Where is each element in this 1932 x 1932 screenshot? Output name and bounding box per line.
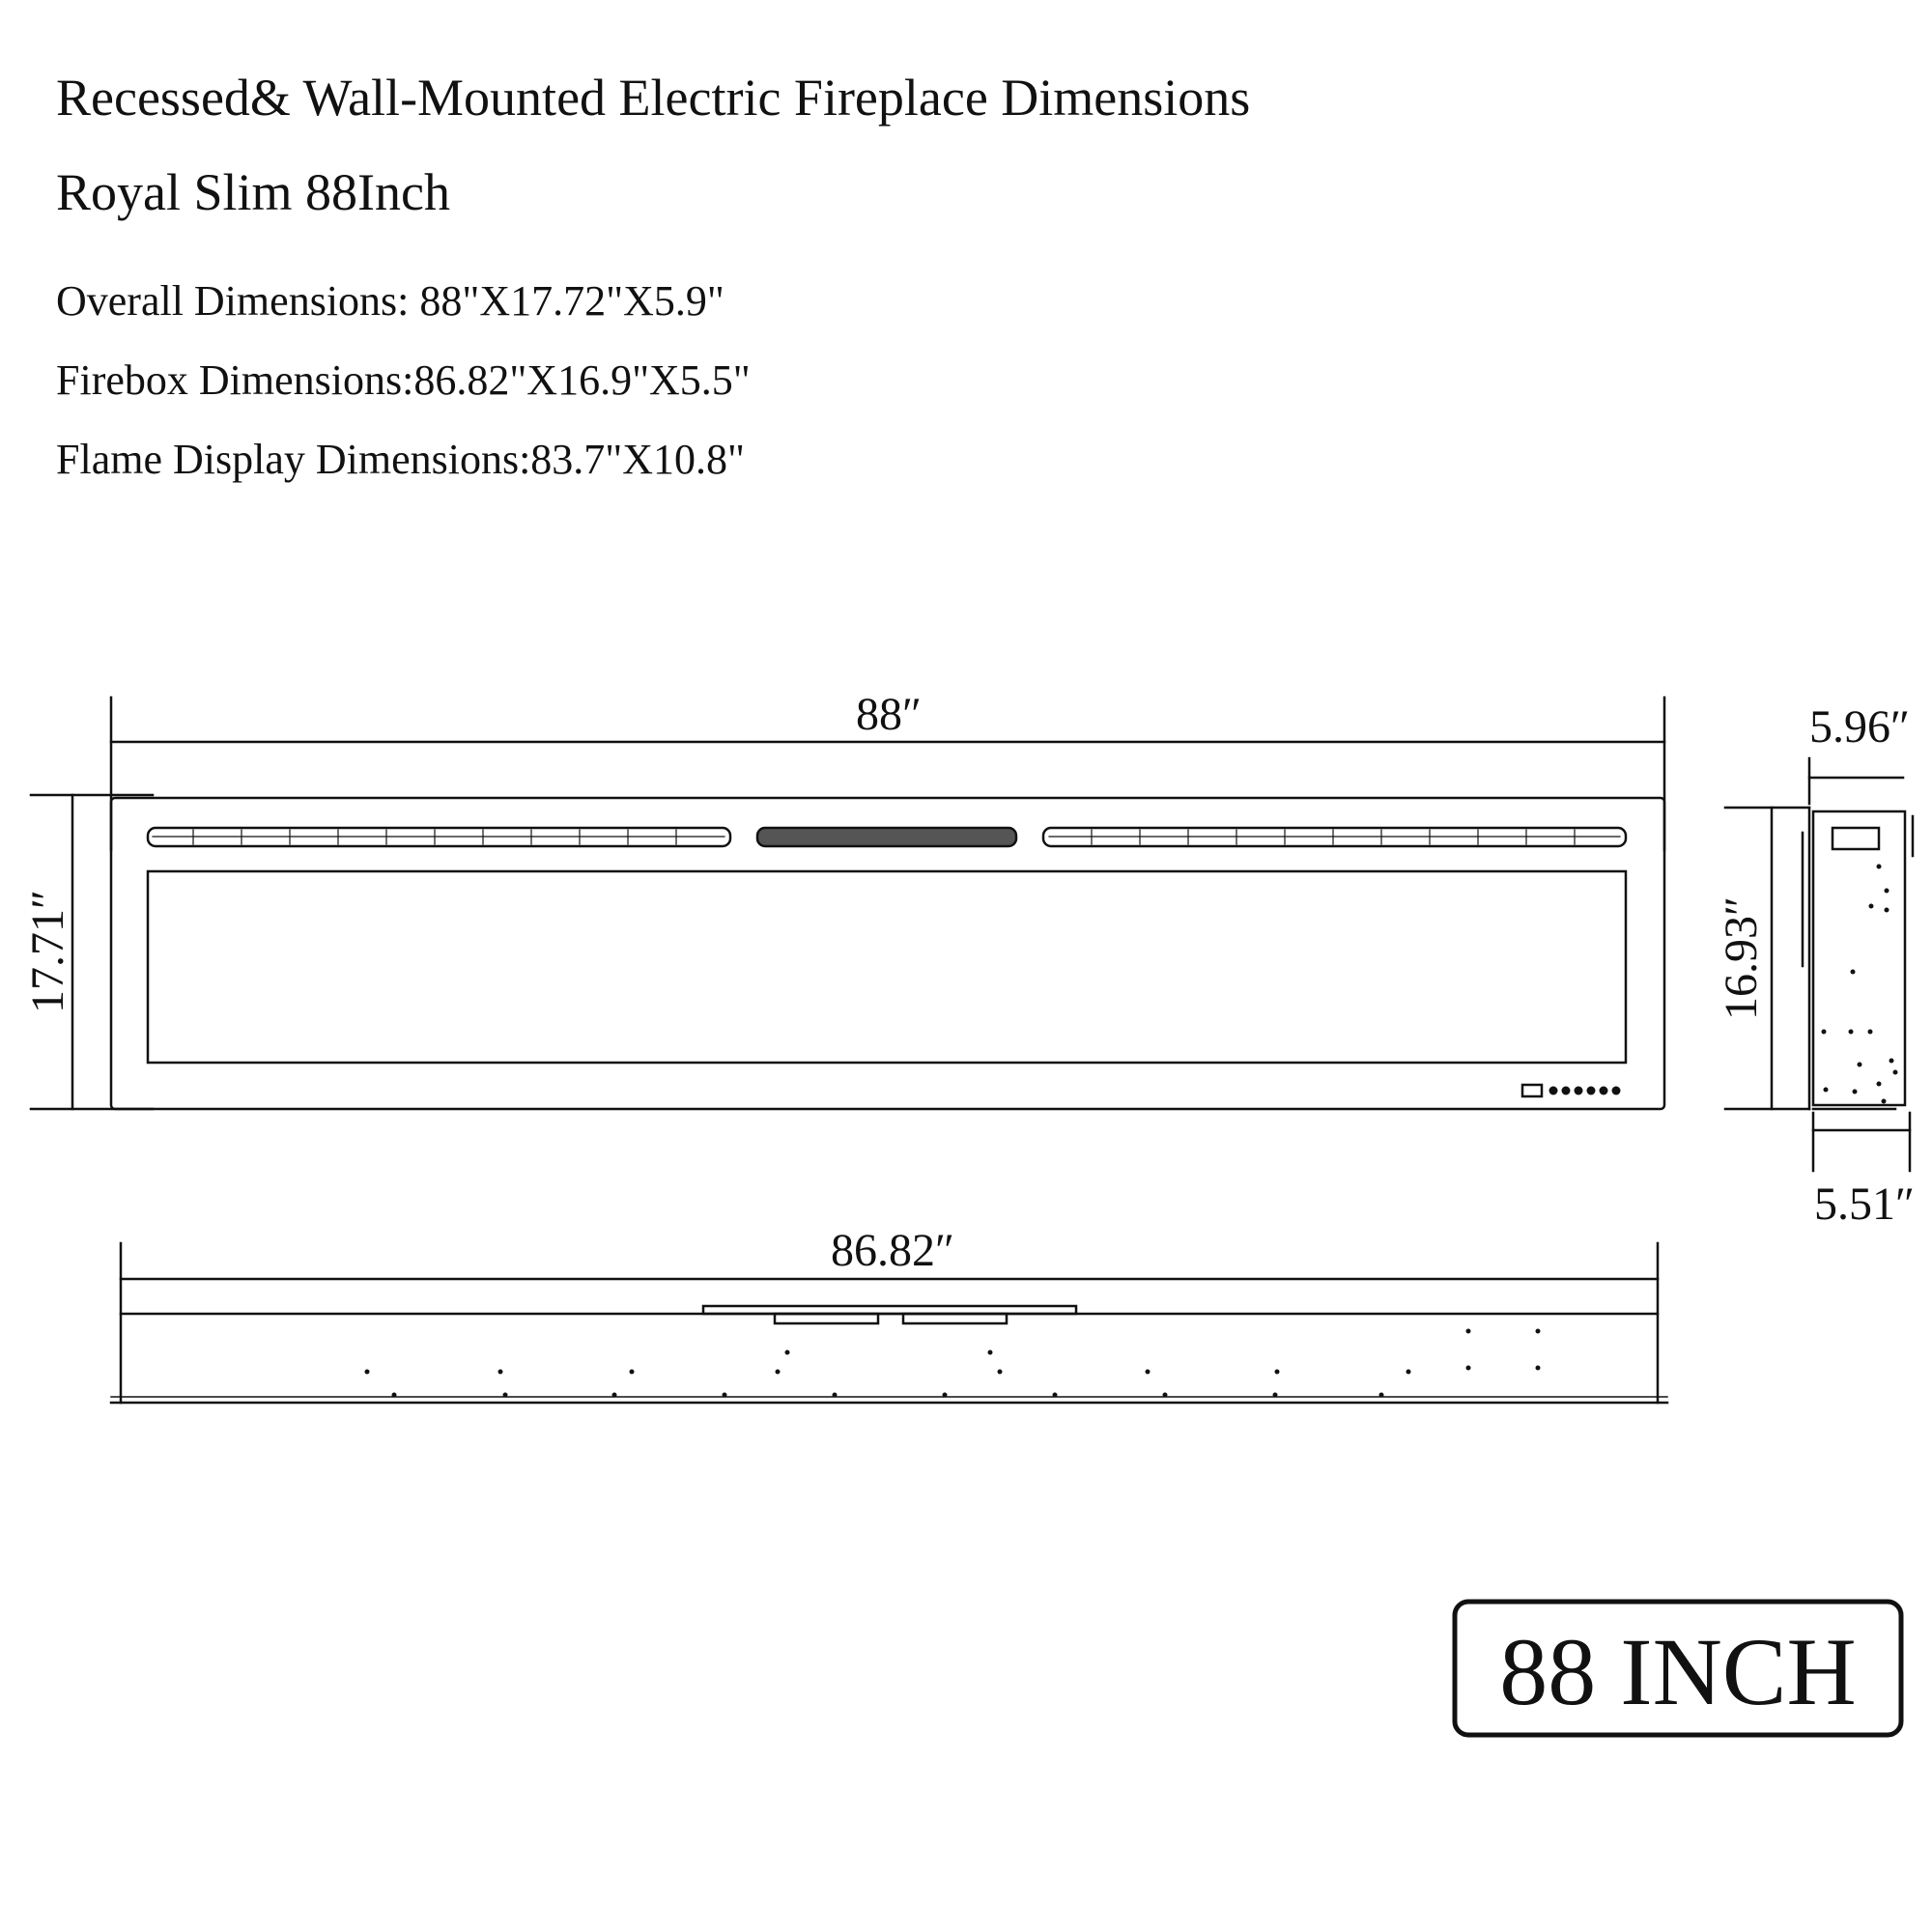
side-mount-plate: [1833, 828, 1879, 849]
side-depth-bottom-label: 5.51″: [1814, 1179, 1915, 1230]
center-vent-grille: [757, 828, 1016, 846]
left-vent-slats: [153, 830, 724, 844]
flame-display-window: [148, 871, 1626, 1063]
front-width-label: 88″: [856, 689, 922, 740]
front-height-label: 17.71″: [22, 890, 73, 1013]
control-panel-switch: [1522, 1085, 1542, 1096]
top-bracket-clip-right: [903, 1314, 1007, 1323]
size-badge-label: 88 INCH: [1499, 1618, 1857, 1725]
control-panel-buttons: [1549, 1087, 1621, 1095]
side-depth-top-label: 5.96″: [1809, 701, 1910, 753]
spec-flame-display-dimensions: Flame Display Dimensions:83.7"X10.8": [56, 436, 746, 483]
side-screw-holes: [1822, 865, 1898, 1104]
front-view: [31, 697, 1664, 1109]
spec-firebox-dimensions: Firebox Dimensions:86.82"X16.9"X5.5": [56, 356, 751, 404]
page-title: Recessed& Wall-Mounted Electric Fireplace Dimensions: [56, 69, 1251, 127]
page-subtitle: Royal Slim 88Inch: [56, 163, 450, 221]
top-mount-bracket: [703, 1306, 1076, 1314]
top-screw-holes: [365, 1329, 1541, 1398]
side-height-label: 16.93″: [1716, 896, 1767, 1020]
right-vent-slats: [1049, 830, 1620, 844]
spec-overall-dimensions: Overall Dimensions: 88"X17.72"X5.9": [56, 277, 724, 325]
top-width-label: 86.82″: [831, 1225, 954, 1276]
top-bracket-clip-left: [775, 1314, 878, 1323]
